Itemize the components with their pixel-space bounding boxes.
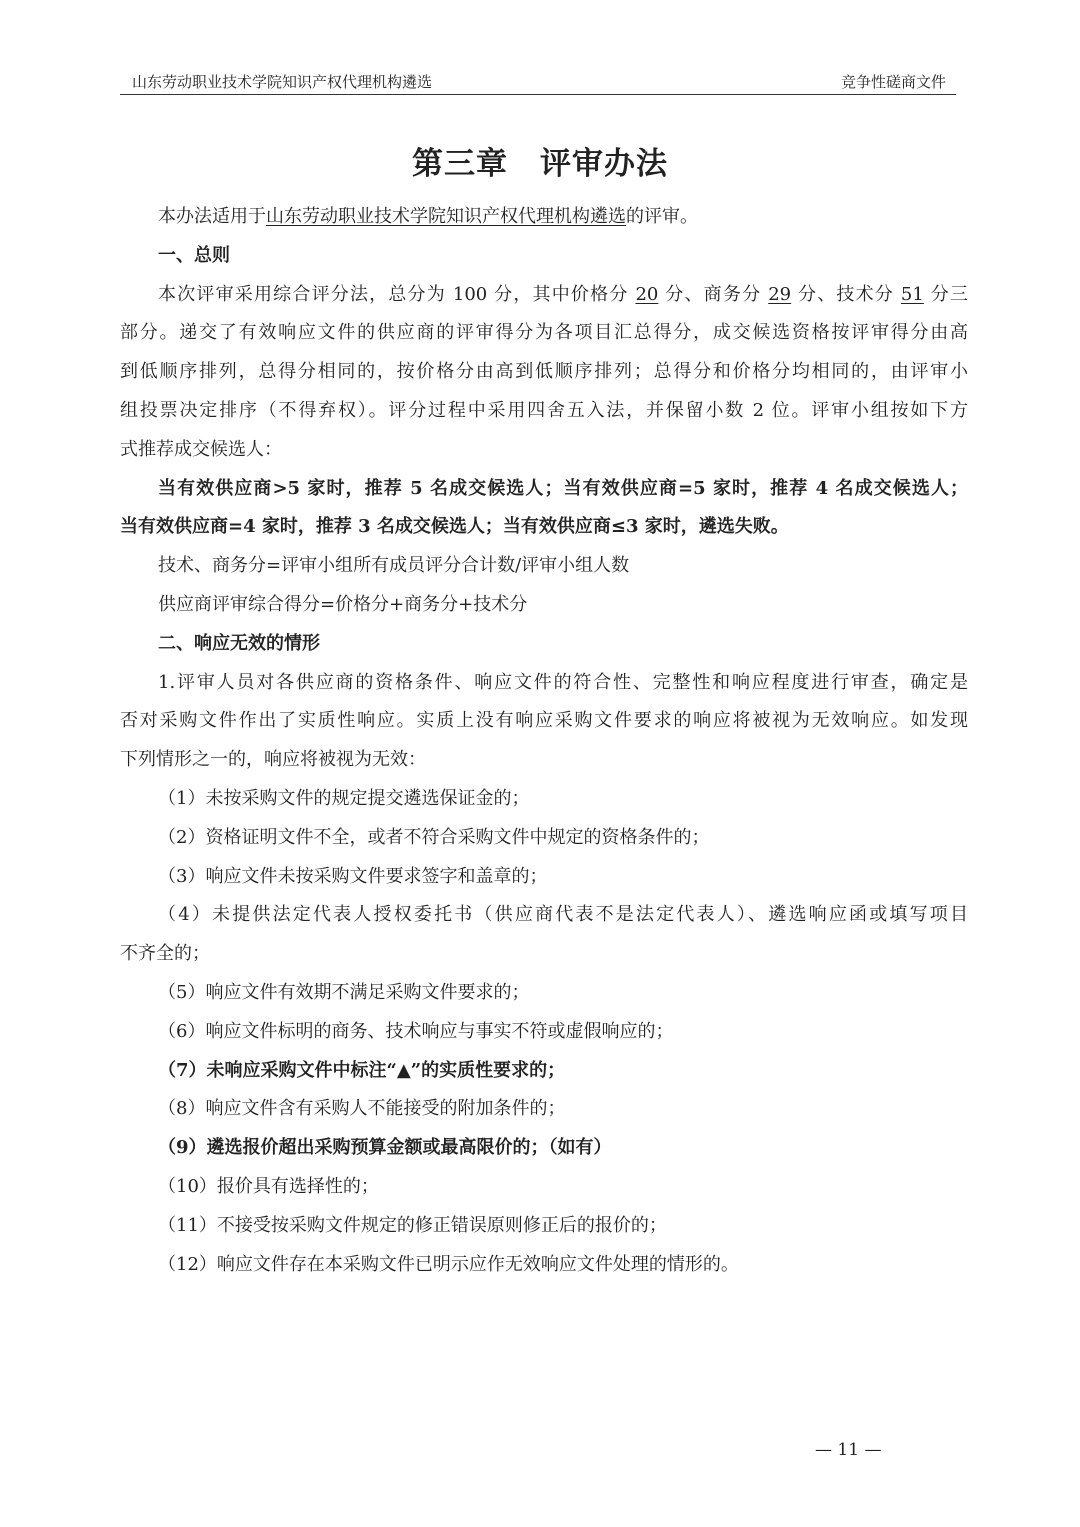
invalid-item: （4）未提供法定代表人授权委托书（供应商代表不是法定代表人）、遴选响应函或填写项目: [158, 904, 968, 926]
header-document-type: 竞争性磋商文件: [840, 73, 946, 91]
formula-total-score: 供应商评审综合得分=价格分+商务分+技术分: [158, 593, 528, 615]
price-score: 20: [635, 283, 659, 305]
recommendation-rule-1: 当有效供应商>5 家时，推荐 5 名成交候选人；当有效供应商=5 家时，推荐 4 名成交候选人；: [158, 477, 968, 499]
scoring-text-c: 分、技术分: [798, 283, 894, 305]
scoring-text-b: 分、商务分: [665, 283, 762, 305]
invalid-item: （5）响应文件有效期不满足采购文件要求的；: [158, 981, 530, 1003]
scoring-line-4: 组投票决定排序（不得弃权）。评分过程中采用四舍五入法，并保留小数 2 位。评审小组按如下方: [120, 399, 968, 421]
invalid-item: （12）响应文件存在本采购文件已明示应作无效响应文件处理的情形的。: [158, 1253, 739, 1275]
header-project-title: 山东劳动职业技术学院知识产权代理机构遴选: [132, 73, 433, 91]
recommendation-rule-2: 当有效供应商=4 家时，推荐 3 名成交候选人；当有效供应商≤3 家时，遴选失败。: [120, 516, 789, 538]
invalid-intro-line-1: 1.评审人员对各供应商的资格条件、响应文件的符合性、完整性和响应程度进行审查，确定是: [158, 671, 968, 693]
invalid-item: （6）响应文件标明的商务、技术响应与事实不符或虚假响应的；: [158, 1020, 674, 1042]
intro-project-name: 山东劳动职业技术学院知识产权代理机构遴选: [266, 206, 626, 227]
invalid-item: （7）未响应采购文件中标注“▲”的实质性要求的；: [158, 1059, 566, 1081]
invalid-item: （2）资格证明文件不全，或者不符合采购文件中规定的资格条件的；: [158, 826, 710, 848]
scoring-line-3: 到低顺序排列，总得分相同的，按价格分由高到低顺序排列；总得分和价格分均相同的，由评审小: [120, 361, 968, 383]
business-score: 29: [768, 283, 792, 305]
invalid-item: （8）响应文件含有采购人不能接受的附加条件的；: [158, 1098, 566, 1120]
page-number: — 11 —: [815, 1440, 882, 1460]
scoring-line-5: 式推荐成交候选人：: [120, 438, 282, 460]
intro-prefix: 本办法适用于: [158, 206, 266, 227]
chapter-title: 第三章 评审办法: [412, 146, 668, 182]
intro-paragraph: [120, 198, 968, 237]
scoring-line-2: 部分。递交了有效响应文件的供应商的评审得分为各项目汇总得分，成交候选资格按评审得分由高: [120, 322, 968, 344]
invalid-item: （3）响应文件未按采购文件要求签字和盖章的；: [158, 865, 548, 887]
document-body: [120, 198, 968, 1284]
intro-suffix: 的评审。: [626, 206, 698, 227]
tech-score: 51: [900, 283, 924, 305]
scoring-line-1: [120, 276, 968, 315]
invalid-item: （11）不接受按采购文件规定的修正错误原则修正后的报价的；: [158, 1214, 667, 1236]
invalid-intro-line-2: 否对采购文件作出了实质性响应。实质上没有响应采购文件要求的响应将被视为无效响应。如发现: [120, 710, 968, 732]
formula-tech-business: 技术、商务分=评审小组所有成员评分合计数/评审小组人数: [158, 555, 630, 577]
page-header: [120, 70, 956, 95]
invalid-item: （10）报价具有选择性的；: [158, 1175, 379, 1197]
scoring-text-d: 分三: [930, 283, 968, 305]
scoring-text-a: 本次评审采用综合评分法，总分为 100 分，其中价格分: [158, 283, 629, 305]
invalid-intro-line-3: 下列情形之一的，响应将被视为无效：: [120, 749, 426, 771]
section-heading-invalid: 二、响应无效的情形: [158, 632, 320, 654]
section-heading-general: 一、总则: [158, 244, 230, 266]
invalid-item: （1）未按采购文件的规定提交遴选保证金的；: [158, 787, 530, 809]
invalid-item-continuation: 不齐全的；: [120, 943, 210, 965]
invalid-item: （9）遴选报价超出采购预算金额或最高限价的；（如有）: [158, 1137, 612, 1159]
